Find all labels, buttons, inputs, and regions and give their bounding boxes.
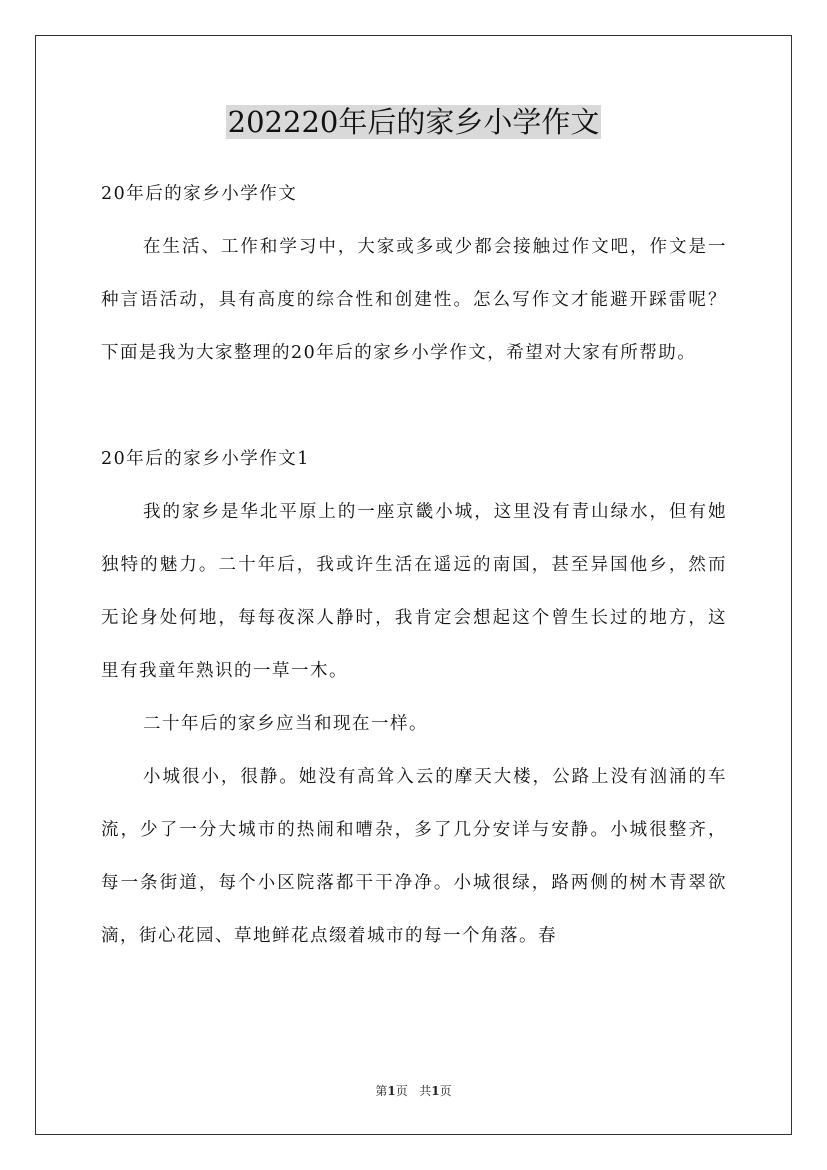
document-subtitle: 20年后的家乡小学作文: [101, 184, 298, 204]
footer-total-suffix: 页: [439, 1084, 452, 1098]
footer-total-prefix: 共: [419, 1084, 432, 1098]
intro-paragraph: 在生活、工作和学习中，大家或多或少都会接触过作文吧，作文是一种言语活动，具有高度的综合性和创建性。怎么写作文才能避开踩雷呢？下面是我为大家整理的20年后的家乡小学作文，希望对大家有所帮助。: [101, 237, 727, 363]
document-title: [0, 100, 827, 144]
section-spacer: [101, 380, 727, 433]
page-footer: [0, 1083, 827, 1099]
footer-page-total: 1: [431, 1084, 440, 1098]
body-paragraph-3: 小城很小，很静。她没有高耸入云的摩天大楼，公路上没有汹涌的车流，少了一分大城市的热闹和嘈杂，多了几分安详与安静。小城很整齐，每一条街道，每个小区院落都干干净净。小城很绿，路两侧的树木青翠欲滴，街心花园、草地鲜花点缀着城市的每一个角落。春: [101, 767, 727, 946]
footer-page-current: 1: [387, 1084, 396, 1098]
section-heading: 20年后的家乡小学作文1: [101, 449, 310, 469]
document-title-text: 202220年后的家乡小学作文: [227, 105, 600, 139]
body-paragraph-2: 二十年后的家乡应当和现在一样。: [143, 714, 428, 734]
body-paragraph-1: 我的家乡是华北平原上的一座京畿小城，这里没有青山绿水，但有她独特的魅力。二十年后，我或许生活在遥远的南国，甚至异国他乡，然而无论身处何地，每每夜深人静时，我肯定会想起这个曾生长过的地方，这里有我童年熟识的一草一木。: [101, 502, 727, 681]
document-body: [101, 168, 727, 963]
footer-page-prefix: 第: [375, 1084, 388, 1098]
footer-page-suffix: 页: [395, 1084, 408, 1098]
